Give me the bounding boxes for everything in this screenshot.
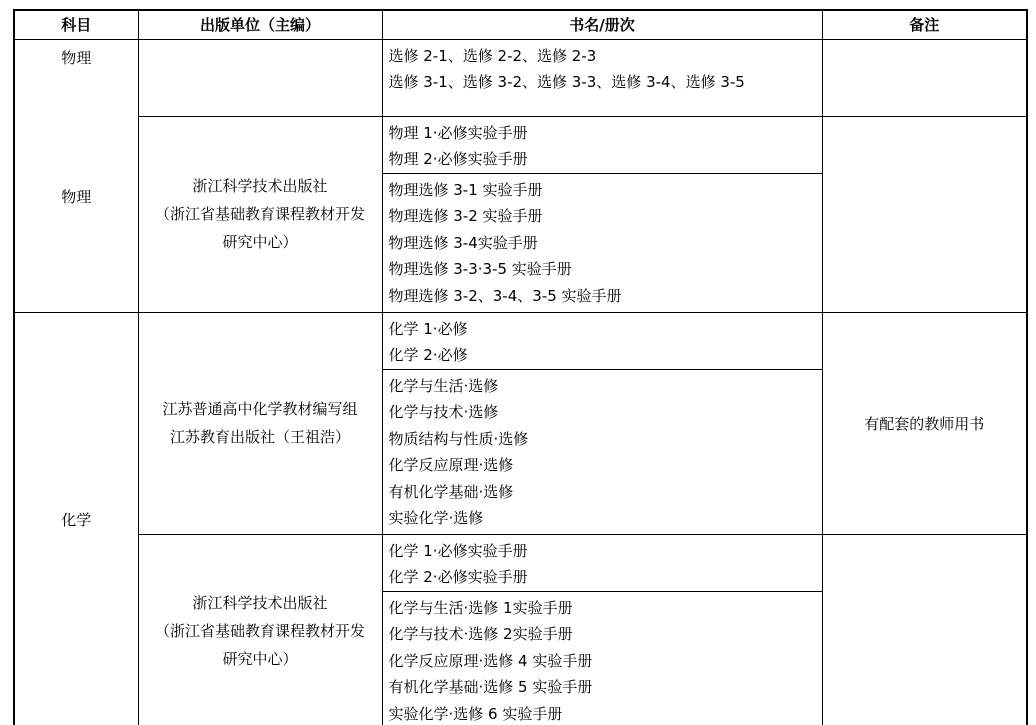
- text-line: 化学反应原理·选修 4 实验手册: [388, 651, 593, 670]
- text-line: 物理选修 3-4实验手册: [388, 233, 538, 252]
- subject-label-chemistry: 化学: [61, 511, 92, 530]
- remark-cell-empty-physics-manuals: [822, 116, 1027, 312]
- publisher-cell-jiangsu-chemistry: [138, 312, 382, 534]
- books-cell-physics-required-manuals: [382, 116, 822, 173]
- text-line: 化学与生活·选修 1实验手册: [388, 598, 573, 617]
- publisher-cell-zhejiang-physics: [138, 116, 382, 312]
- publisher-cell-empty-physics-elective: [138, 39, 382, 116]
- text-line: 实验化学·选修 6 实验手册: [388, 704, 563, 723]
- subject-label-physics-row1: 物理: [61, 48, 92, 67]
- text-line: 化学反应原理·选修: [388, 456, 514, 474]
- text-line: 化学 2·必修实验手册: [388, 568, 528, 586]
- text-line: 化学与技术·选修: [388, 403, 499, 421]
- text-line: 浙江科学技术出版社: [192, 593, 328, 612]
- table-row: [14, 116, 1027, 173]
- header-remark: 备注: [822, 10, 1027, 39]
- text-line: 化学与技术·选修 2实验手册: [388, 625, 573, 643]
- text-line: 物理选修 3-1 实验手册: [388, 180, 543, 199]
- text-line: 有机化学基础·选修: [388, 482, 514, 501]
- text-line: 实验化学·选修: [388, 509, 484, 527]
- text-line: 研究中心）: [222, 233, 298, 251]
- text-line: 物理 2·必修实验手册: [388, 150, 528, 168]
- text-line: 选修 3-1、选修 3-2、选修 3-3、选修 3-4、选修 3-5: [388, 73, 745, 91]
- text-line: 有机化学基础·选修 5 实验手册: [388, 678, 593, 696]
- books-cell-physics-elective: [382, 39, 822, 116]
- table-row: [14, 39, 1027, 116]
- subject-cell-physics: [14, 39, 138, 312]
- textbook-table: [13, 9, 1028, 725]
- remark-label-teacher-books: 有配套的教师用书: [864, 414, 985, 433]
- text-line: 化学与生活·选修: [388, 376, 499, 395]
- text-line: 物理选修 3-2、3-4、3-5 实验手册: [388, 286, 622, 305]
- text-line: 浙江科学技术出版社: [192, 177, 328, 195]
- text-line: 化学 1·必修: [388, 319, 468, 338]
- header-row: [14, 10, 1027, 39]
- publisher-cell-zhejiang-chemistry: [138, 534, 382, 725]
- text-line: 物理 1·必修实验手册: [388, 123, 528, 142]
- remark-cell-empty-chemistry-manuals: [822, 534, 1027, 725]
- text-line: 物理选修 3-3·3-5 实验手册: [388, 260, 572, 278]
- books-cell-chemistry-elective: [382, 369, 822, 534]
- subject-cell-chemistry: [14, 312, 138, 725]
- table-row: [14, 534, 1027, 591]
- header-subject: 科目: [14, 10, 138, 39]
- text-line: 江苏教育出版社（王祖浩）: [169, 428, 350, 446]
- subject-physics-wrap: [15, 40, 138, 308]
- text-line: 化学 2·必修: [388, 346, 468, 364]
- books-cell-chemistry-required-manuals: [382, 534, 822, 591]
- text-line: 物质结构与性质·选修: [388, 429, 529, 448]
- remark-cell-empty-physics-elective: [822, 39, 1027, 116]
- text-line: 选修 2-1、选修 2-2、选修 2-3: [388, 46, 597, 65]
- text-line: 物理选修 3-2 实验手册: [388, 207, 543, 225]
- subject-label-physics-main: 物理: [61, 187, 92, 206]
- text-line: （浙江省基础教育课程教材开发: [154, 621, 365, 640]
- books-cell-physics-elective-manuals: [382, 173, 822, 312]
- text-line: （浙江省基础教育课程教材开发: [154, 205, 365, 223]
- books-cell-chemistry-elective-manuals: [382, 591, 822, 725]
- remark-cell-teacher-books: [822, 312, 1027, 534]
- header-book: 书名/册次: [382, 10, 822, 39]
- text-line: 化学 1·必修实验手册: [388, 541, 528, 560]
- text-line: 研究中心）: [222, 649, 298, 668]
- books-cell-chemistry-required: [382, 312, 822, 369]
- text-line: 江苏普通高中化学教材编写组: [162, 400, 358, 418]
- header-publisher: 出版单位（主编）: [138, 10, 382, 39]
- table-row: [14, 312, 1027, 369]
